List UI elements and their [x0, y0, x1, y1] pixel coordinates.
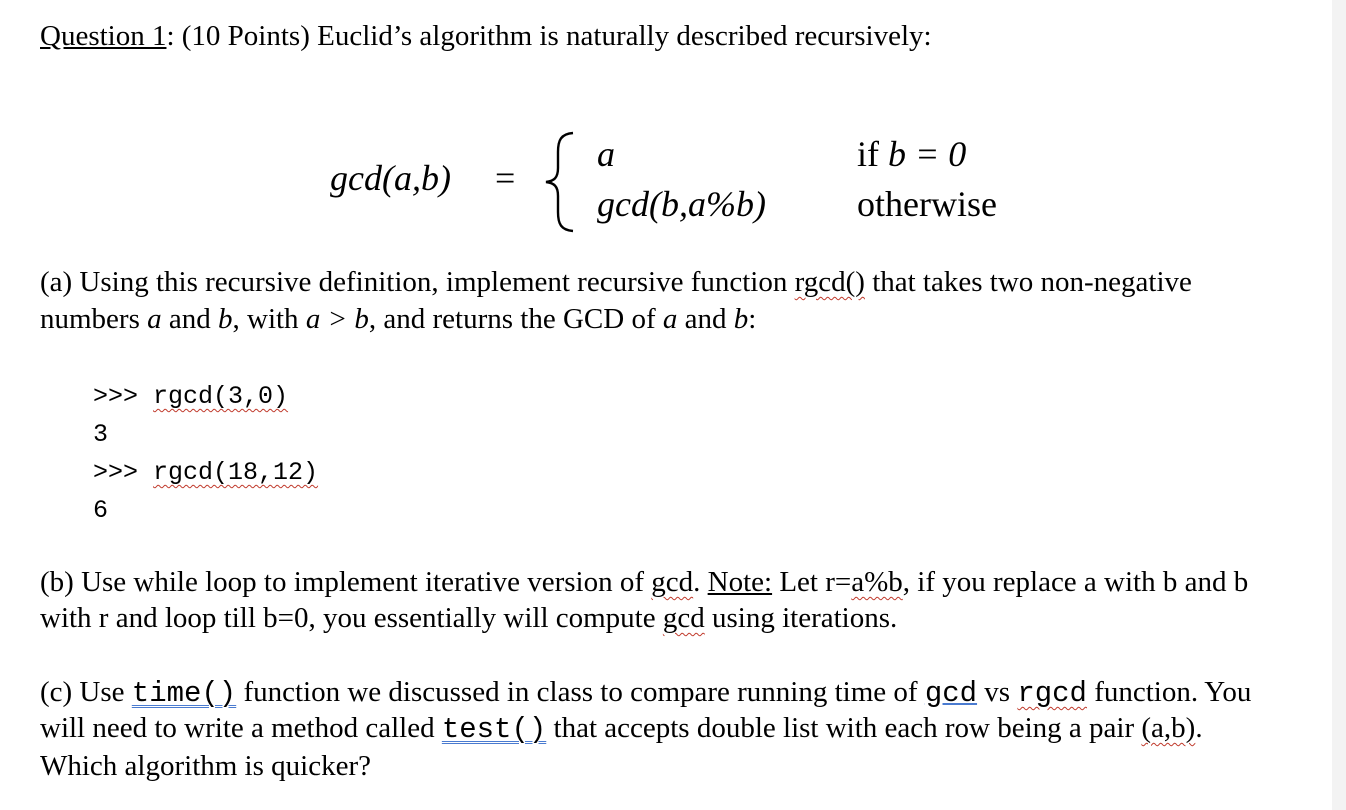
code-call-rgcd-1: rgcd(3,0) — [153, 382, 289, 411]
part-b-line-2: with r and loop till b=0, you essentially will compute gcd using iterations. — [40, 602, 898, 634]
code-example-line-1: >>> rgcd(3,0) — [93, 382, 289, 411]
time-function-name: time() — [131, 677, 237, 710]
code-output-2: 6 — [93, 496, 109, 525]
formula-equals: = — [495, 158, 516, 198]
scrollbar-track[interactable] — [1332, 0, 1346, 810]
rgcd-function-name: rgcd() — [794, 266, 865, 298]
part-a-line-1: (a) Using this recursive definition, implement recursive function rgcd() that takes two non-negative — [40, 266, 1192, 298]
question-title-text: : (10 Points) Euclid’s algorithm is naturally described recursively: — [166, 20, 932, 52]
gcd-formula — [0, 0, 1346, 260]
code-call-rgcd-2: rgcd(18,12) — [153, 458, 319, 487]
code-example-line-2: >>> rgcd(18,12) — [93, 458, 319, 487]
formula-case1-condition: if b = 0 — [857, 134, 967, 174]
part-a-line-2: numbers a and b, with a > b, and returns the GCD of a and b: — [40, 303, 757, 335]
part-b-line-1: (b) Use while loop to implement iterative version of gcd. Note: Let r=a%b, if you replace a with b and b — [40, 566, 1249, 598]
code-output-1: 3 — [93, 420, 109, 449]
brace-icon — [543, 130, 577, 234]
formula-case2-condition: otherwise — [857, 184, 997, 224]
part-c-line-3: Which algorithm is quicker? — [40, 750, 371, 782]
formula-case2-value: gcd(b,a%b) — [597, 184, 766, 224]
formula-case1-value: a — [597, 134, 615, 174]
part-c-line-2: will need to write a method called test() that accepts double list with each row being a pair (a,b). — [40, 712, 1203, 746]
part-c-line-1: (c) Use time() function we discussed in class to compare running time of gcd vs rgcd function. You — [40, 676, 1252, 710]
formula-lhs: gcd(a,b) — [330, 158, 451, 198]
note-label: Note: — [707, 566, 773, 598]
question-label: Question 1 — [40, 20, 167, 52]
test-function-name: test() — [441, 713, 547, 746]
